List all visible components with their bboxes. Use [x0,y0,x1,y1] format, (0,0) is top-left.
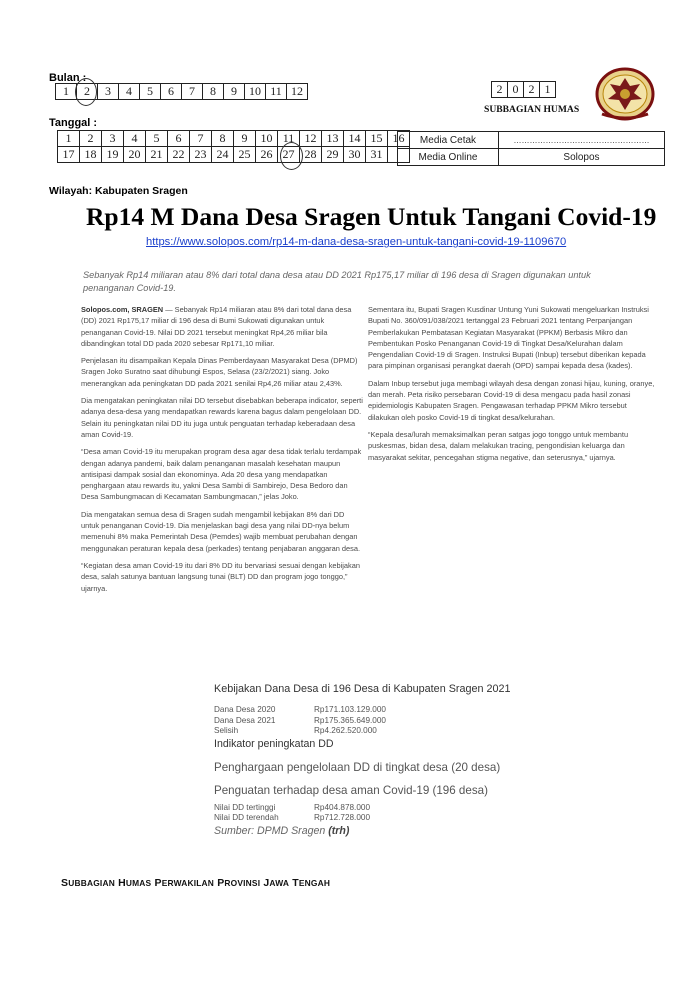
article-right-column [368,304,658,469]
date-cell: 2 [80,131,102,147]
date-cell: 31 [366,147,388,163]
paragraph: “Desa aman Covid-19 itu merupakan program desa agar desa tidak terlalu terdampak dengan adanya pandemi, baik dalam penanganan masalah kesehatan maupun antisipasi dampak sosial dan ekonominya. Ada 20 desa yang mendapatkan penghargaan atau rewards itu, yakni Desa Sambi di Sambirejo, Desa Bedoro dan Desa Sambungmacan di Kecamatan Sambungmacan,” jelas Joko. [81,447,362,502]
date-cell: 8 [212,131,234,147]
date-cell: 27 [278,147,300,163]
infobox-source: Sumber: DPMD Sragen (trh) [214,824,350,837]
date-cell: 11 [278,131,300,147]
year-digit: 2 [524,82,540,98]
paragraph: Sementara itu, Bupati Sragen Kusdinar Untung Yuni Sukowati mengeluarkan Instruksi Bupati No. 360/091/038/2021 tertanggal 23 Februari 2021 tentang Perpanjangan Pemberlakukan Pembatasan Kegiatan Masyarakat (PPKM) Berbasis Mikro dan Pembentukan Posko Penanganan Covid-19 di Tingkat Desa/Kelurahan dalam Pengendalian Covid-19 di Sragen. Instruksi Bupati (Inbup) tersebut diberikan kepada para pimpinan organisasi perangkat daerah (OPD) sampai kepada desa (kades). [368,305,649,371]
infobox-title: Kebijakan Dana Desa di 196 Desa di Kabupaten Sragen 2021 [214,683,511,695]
date-cell: 21 [146,147,168,163]
date-cell: 13 [322,131,344,147]
article-title: Rp14 M Dana Desa Sragen Untuk Tangani Covid-19 [86,202,657,231]
paragraph: Dia mengatakan peningkatan nilai DD tersebut disebabkan beberapa indicator, seperti adanya desa-desa yang mendapatkan rewards karena bagus dalam pengelolaan DD. Selain itu peningkatan nilai DD itu juga untuk penguatan terhadap keberadaan desa aman Covid-19. [81,396,363,439]
infobox-row: Dana Desa 2021 Rp175.365.649.000 [214,715,386,725]
media-cetak-label: Media Cetak [398,132,499,149]
date-cell: 22 [168,147,190,163]
year-digit: 1 [540,82,556,98]
year-digit: 2 [492,82,508,98]
month-cell: 11 [266,84,287,100]
org-label: SUBBAGIAN HUMAS [484,104,580,115]
month-cell: 2 [77,84,98,100]
dateline: Solopos.com, SRAGEN [81,305,164,314]
date-cell: 16 [388,131,410,147]
date-cell: 28 [300,147,322,163]
date-cell: 26 [256,147,278,163]
date-cell: 19 [102,147,124,163]
date-cell: 29 [322,147,344,163]
media-online-value: Solopos [499,149,665,166]
month-cell: 12 [287,84,308,100]
indikator-1: Penghargaan pengelolaan DD di tingkat desa (20 desa) [214,760,501,774]
month-cell: 6 [161,84,182,100]
date-cell: 30 [344,147,366,163]
infobox-row: Nilai DD terendah Rp712.728.000 [214,813,370,822]
date-cell: 12 [300,131,322,147]
footer-org: SUBBAGIAN HUMAS PERWAKILAN PROVINSI JAWA TENGAH [61,877,331,889]
paragraph: Penjelasan itu disampaikan Kepala Dinas Pemberdayaan Masyarakat Desa (DPMD) Sragen Joko Suratno saat dihubungi Espos, Selasa (23/2/2021) siang. Joko menerangkan ada peningkatan DD pada 2021 senilai Rp4,26 miliar atau 2,43%. [81,356,358,388]
infobox [214,683,634,837]
date-cell: 20 [124,147,146,163]
month-cell: 1 [56,84,77,100]
paragraph: “Kegiatan desa aman Covid-19 itu dari 8% DD itu bervariasi sesuai dengan kebijakan desa, salah satunya bantuan langsung tunai (BLT) DD dan program jogo tonggo,” ujarnya. [81,560,360,593]
date-cell: 23 [190,147,212,163]
garuda-emblem-logo [592,66,658,124]
year-box [491,81,556,98]
paragraph: “Kepala desa/lurah memaksimalkan peran satgas jogo tonggo untuk membantu puskesmas, bidan desa, dalam melakukan tracing, pengondisian keluarga dan masyarakat sekitar, pencegahan stigma negative, dan seterusnya,” ujarnya. [368,429,629,462]
date-cell: 15 [366,131,388,147]
indikator-title: Indikator peningkatan DD [214,737,334,750]
paragraph: Dalam Inbup tersebut juga membagi wilayah desa dengan zonasi hijau, kuning, oranye, dan merah. Peta risiko persebaran Covid-19 di desa mengacu pada hasil zonasi epidemiologis Kabupaten Sragen. Pengawasan terhadap PPKM Mikro tersebut dilakukan oleh posko Covid-19 di tingkat desa/kelurahan. [368,378,655,422]
article-link[interactable]: https://www.solopos.com/rp14-m-dana-desa-sragen-untuk-tangani-covid-19-1109670 [146,236,567,248]
month-cell: 10 [245,84,266,100]
media-online-label: Media Online [398,149,499,166]
infobox-row: Dana Desa 2020 Rp171.103.129.000 [214,705,386,714]
bulan-label: Bulan : [49,72,87,84]
date-cell: 3 [102,131,124,147]
year-digit: 0 [508,82,524,98]
article-left-column [81,304,363,600]
month-cell: 8 [203,84,224,100]
paragraph: Dia mengatakan semua desa di Sragen sudah mengambil kebijakan 8% dari DD untuk penanganan Covid-19. Dia menjelaskan bagi desa yang nilai DD-nya belum memenuhi 8% maka Pemerintah Desa (Pemdes) wajib membuat perubahan dengan menggunakan peraturan kepala desa (perkades) tentang penjabaran anggaran desa. [81,509,360,553]
month-cell: 9 [224,84,245,100]
date-cell: 25 [234,147,256,163]
date-cell: 14 [344,131,366,147]
date-cell: 1 [58,131,80,147]
month-cell: 5 [140,84,161,100]
selected-month-circle [75,78,97,106]
date-cell: 5 [146,131,168,147]
date-cell: 10 [256,131,278,147]
date-cell: 18 [80,147,102,163]
date-cell: 9 [234,131,256,147]
media-cetak-value: …………………………………………… [499,132,665,149]
date-cell: 4 [124,131,146,147]
article-lead: Sebanyak Rp14 miliaran atau 8% dari total dana desa atau DD 2021 Rp175,17 miliar di 196 desa di Sragen digunakan untuk penanganan Covid-19. [83,270,591,293]
date-cell: 17 [58,147,80,163]
media-table [397,131,665,166]
date-cell: 7 [190,131,212,147]
date-grid [57,130,410,163]
wilayah-label: Wilayah: Kabupaten Sragen [49,185,188,197]
month-cell: 4 [119,84,140,100]
date-cell: 6 [168,131,190,147]
date-cell: 24 [212,147,234,163]
tanggal-label: Tanggal : [49,117,98,129]
month-cell: 3 [98,84,119,100]
selected-date-circle [280,142,303,170]
infobox-row: Selisih Rp4.262.520.000 [214,726,377,735]
infobox-row: Nilai DD tertinggi Rp404.878.000 [214,802,370,812]
month-cell: 7 [182,84,203,100]
paragraph: Solopos.com, SRAGEN — Sebanyak Rp14 miliaran atau 8% dari total dana desa (DD) 2021 Rp175,17 miliar di 196 desa di Bumi Sukowati digunakan untuk penanganan Covid-19. Nilai DD 2021 tersebut meningkat Rp4,26 miliar bila dibandingkan total DD pada 2020 sebesar Rp171,10 miliar. [81,305,352,348]
indikator-2: Penguatan terhadap desa aman Covid-19 (196 desa) [214,783,488,797]
